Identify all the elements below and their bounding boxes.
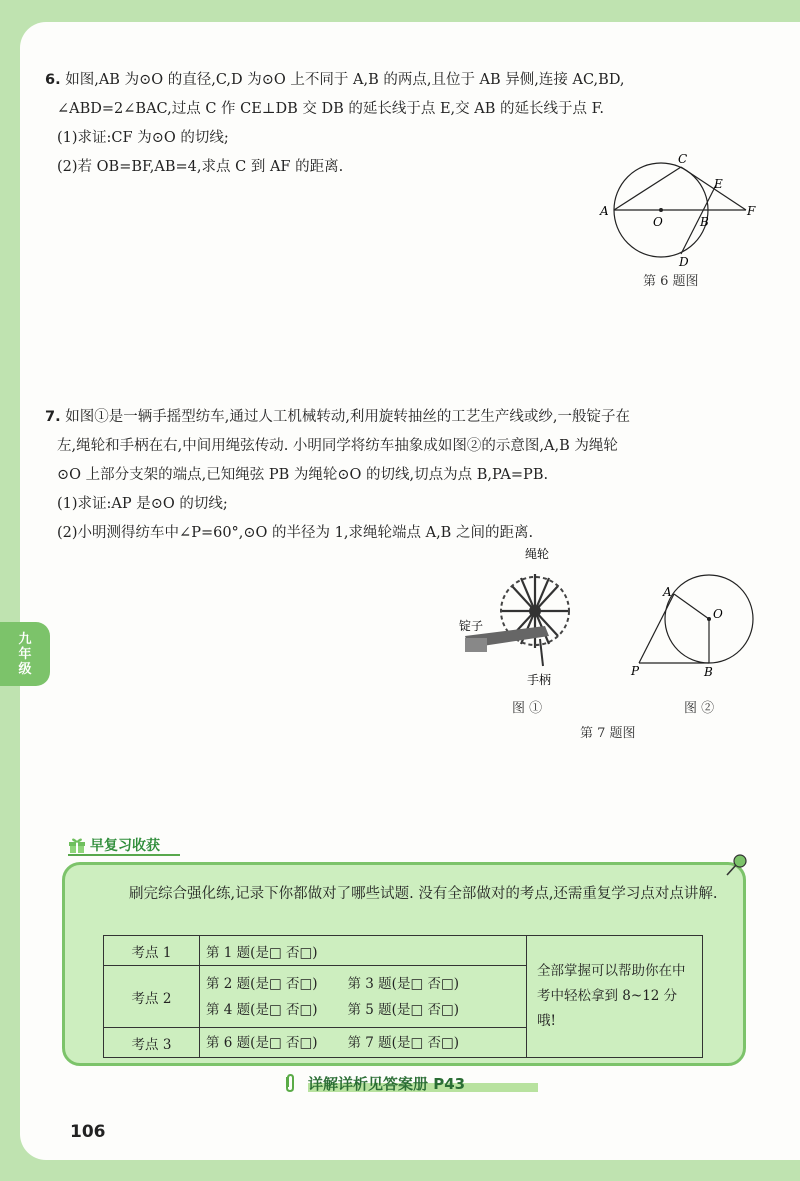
figure-1-caption: 图 ① xyxy=(512,701,543,716)
label-a: A xyxy=(600,204,609,218)
kp-2-item-2: 第 3 题(是□ 否□) xyxy=(347,975,460,992)
center-dot-2 xyxy=(707,617,711,621)
question-7-figure-2 xyxy=(625,572,755,680)
kp-3-label: 考点 3 xyxy=(104,1028,200,1058)
summary-note: 全部掌握可以帮助你在中考中轻松拿到 8~12 分哦! xyxy=(527,936,703,1058)
question-7-part-1: (1)求证:AP 是⊙O 的切线; xyxy=(57,496,228,512)
label-o-2: O xyxy=(713,607,723,621)
harvest-instruction: 刷完综合强化练,记录下你都做对了哪些试题. 没有全部做对的考点,还需重复学习点对点讲解. xyxy=(129,886,718,902)
line-ac xyxy=(614,167,681,210)
harvest-title-text: 早复习收获 xyxy=(90,838,160,854)
page-number: 106 xyxy=(70,1122,106,1142)
kp-2-label: 考点 2 xyxy=(104,966,200,1028)
spindle-block xyxy=(465,638,487,652)
harvest-title-underline xyxy=(68,854,180,856)
figure-2-caption: 图 ② xyxy=(684,701,715,716)
kp-1-items xyxy=(200,936,527,966)
label-a-2: A xyxy=(663,585,672,599)
question-6-figure xyxy=(596,152,772,272)
label-spindle: 锭子 xyxy=(459,619,484,633)
label-b: B xyxy=(700,215,709,229)
kp-2-item-4: 第 5 题(是□ 否□) xyxy=(347,1001,460,1018)
label-e: E xyxy=(714,177,723,191)
kp-3-items xyxy=(200,1028,527,1058)
gift-icon xyxy=(68,837,86,853)
question-6-part-2: (2)若 OB=BF,AB=4,求点 C 到 AF 的距离. xyxy=(57,159,344,175)
question-7-caption: 第 7 题图 xyxy=(580,726,636,741)
table-row xyxy=(104,936,703,966)
kp-1-label: 考点 1 xyxy=(104,936,200,966)
answer-reference xyxy=(282,1070,465,1096)
question-6-line-1: 如图,AB 为⊙O 的直径,C,D 为⊙O 上不同于 A,B 的两点,且位于 AB 异侧,连接 AC,BD, xyxy=(65,72,625,88)
label-p: P xyxy=(631,664,640,678)
pushpin-icon xyxy=(721,851,751,881)
question-7-line-2: 左,绳轮和手柄在右,中间用绳弦传动. 小明同学将纺车抽象成如图②的示意图,A,B 为绳轮 xyxy=(57,438,618,454)
spinning-wheel-illustration xyxy=(455,544,585,690)
question-7 xyxy=(45,403,740,548)
kp-3-item-1: 第 6 题(是□ 否□) xyxy=(206,1034,318,1051)
harvest-title xyxy=(68,834,160,856)
question-7-number: 7. xyxy=(45,409,61,425)
paperclip-icon xyxy=(282,1073,298,1093)
answer-reference-text: 详解详析见答案册 P43 xyxy=(308,1074,466,1093)
label-o: O xyxy=(653,215,663,229)
wheel-hub xyxy=(529,605,541,617)
handle-rod xyxy=(540,639,543,666)
question-7-part-2: (2)小明测得纺车中∠P=60°,⊙O 的半径为 1,求绳轮端点 A,B 之间的距离. xyxy=(57,525,534,541)
line-ao xyxy=(674,594,709,619)
grade-side-tab xyxy=(0,622,50,686)
question-6-caption: 第 6 题图 xyxy=(643,274,699,289)
question-6-number: 6. xyxy=(45,72,61,88)
kp-2-items xyxy=(200,966,527,1028)
label-b-2: B xyxy=(704,665,713,679)
kp-2-item-1: 第 2 题(是□ 否□) xyxy=(206,975,318,992)
kp-2-item-3: 第 4 题(是□ 否□) xyxy=(206,1001,318,1018)
kp-1-item-1: 第 1 题(是□ 否□) xyxy=(206,944,318,961)
label-c: C xyxy=(678,152,688,166)
question-7-line-1: 如图①是一辆手摇型纺车,通过人工机械转动,利用旋转抽丝的工艺生产线或纱,一般锭子在 xyxy=(65,409,631,425)
label-handle: 手柄 xyxy=(527,673,552,687)
harvest-box xyxy=(62,862,746,1066)
kp-3-item-2: 第 7 题(是□ 否□) xyxy=(347,1034,460,1051)
question-6-line-2: ∠ABD=2∠BAC,过点 C 作 CE⊥DB 交 DB 的延长线于点 E,交 AB 的延长线于点 F. xyxy=(57,101,605,117)
line-de xyxy=(681,185,716,254)
question-7-line-3: ⊙O 上部分支架的端点,已知绳弦 PB 为绳轮⊙O 的切线,切点为点 B,PA=PB. xyxy=(57,467,549,483)
label-d: D xyxy=(679,255,689,269)
question-6-part-1: (1)求证:CF 为⊙O 的切线; xyxy=(57,130,229,146)
checklist-table xyxy=(103,935,703,1058)
label-wheel: 绳轮 xyxy=(525,547,550,561)
label-f: F xyxy=(747,204,756,218)
line-pa xyxy=(639,594,674,663)
grade-side-tab-label: 九年级 xyxy=(18,632,32,677)
center-dot xyxy=(659,208,663,212)
